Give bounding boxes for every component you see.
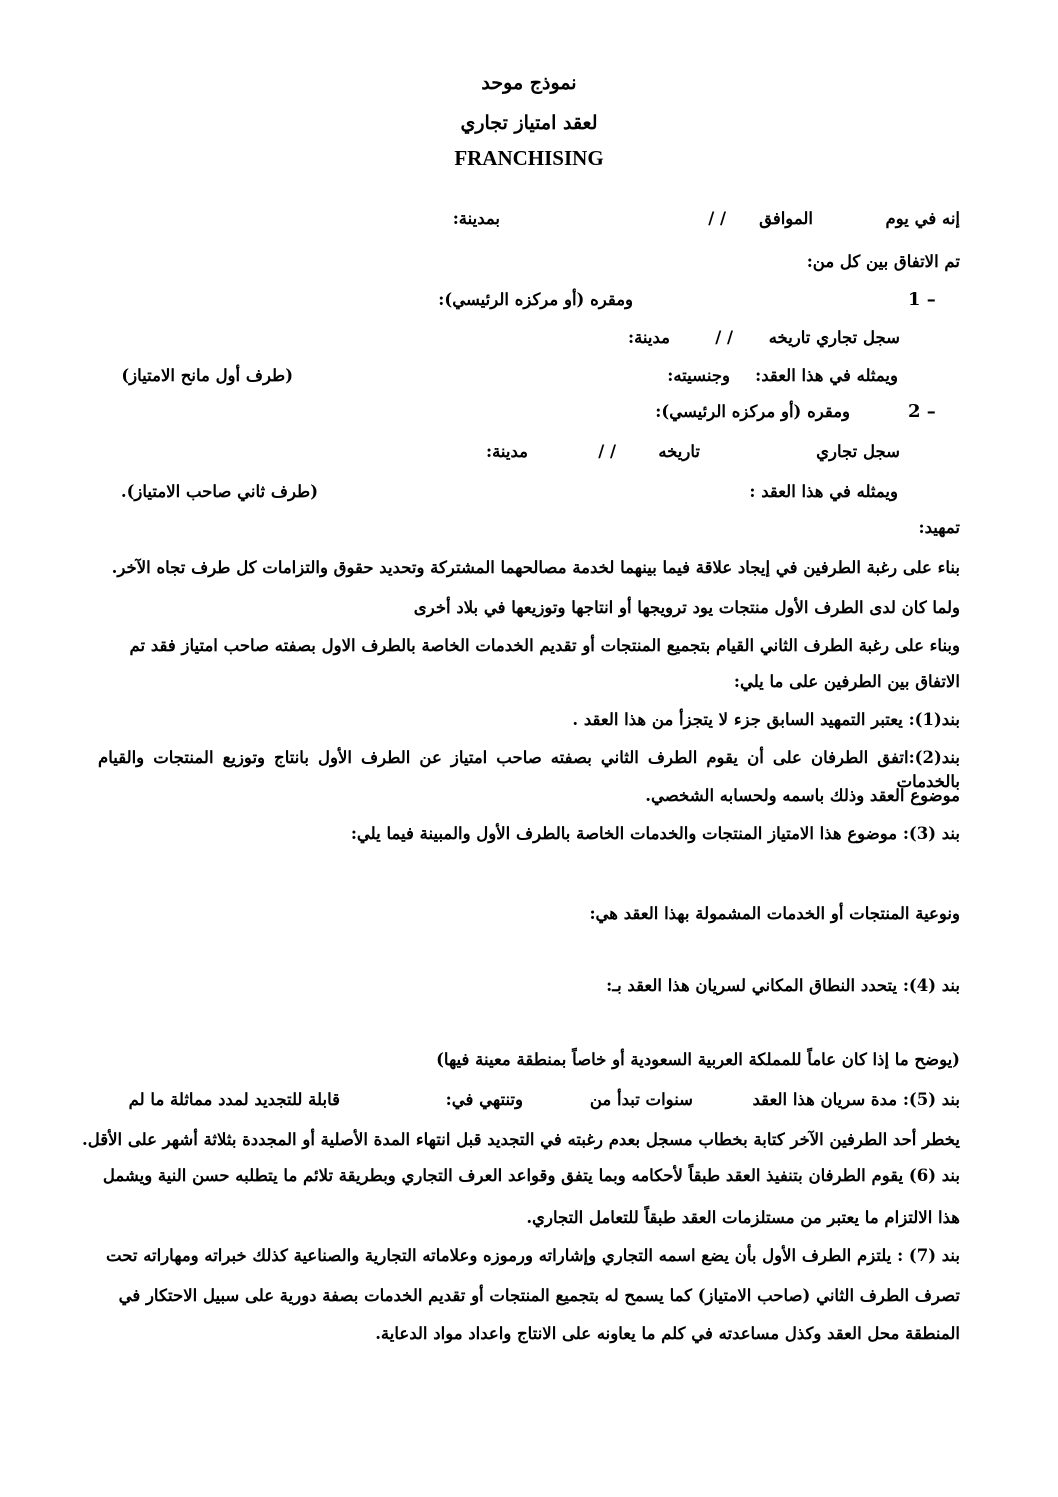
clause-4-note: (يوضح ما إذا كان عاماً للمملكة العربية السعودية أو خاصاً بمنطقة معينة فيها)	[436, 1050, 960, 1069]
date-slashes: / /	[708, 209, 726, 228]
party2-hq: ومقره (أو مركزه الرئيسي):	[655, 402, 850, 421]
preamble-p1: بناء على رغبة الطرفين في إيجاد علاقة فيما بينهما لخدمة مصالحهما المشتركة وتحديد حقوق والتزامات كل طرف تجاه الآخر.	[111, 558, 960, 577]
clause-5-label: بند (5): مدة سريان هذا العقد	[752, 1090, 960, 1109]
clause-2b: موضوع العقد وذلك باسمه ولحسابه الشخصي.	[645, 786, 960, 805]
party1-city: مدينة:	[627, 328, 670, 347]
party2-registry: سجل تجاري	[816, 442, 900, 461]
party1-nationality: وجنسيته:	[667, 366, 730, 385]
preamble-heading: تمهيد:	[918, 518, 960, 537]
clause-3-types: ونوعية المنتجات أو الخدمات المشمولة بهذا العقد هي:	[589, 904, 960, 923]
form-title: نموذج موحد	[481, 72, 577, 94]
party1-hq: ومقره (أو مركزه الرئيسي):	[438, 290, 633, 309]
party1-rep: ويمثله في هذا العقد:	[755, 366, 898, 385]
clause-3: بند (3): موضوع هذا الامتياز المنتجات والخدمات الخاصة بالطرف الأول والمبينة فيما يلي:	[350, 824, 960, 843]
preamble-p3a: وبناء على رغبة الطرف الثاني القيام بتجميع المنتجات أو تقديم الخدمات الخاصة بالطرف الاول بصفته صاحب امتياز فقد تم	[129, 636, 960, 655]
party1-number: 1 –	[908, 289, 936, 310]
clause-5b: يخطر أحد الطرفين الآخر كتابة بخطاب مسجل بعدم رغبته في التجديد قبل انتهاء المدة الأصلية أو المجددة بثلاثة أشهر على الأقل.	[82, 1130, 960, 1149]
franchising-title: FRANCHISING	[454, 146, 604, 170]
corresponding-label: الموافق	[759, 209, 813, 228]
preamble-p2: ولما كان لدى الطرف الأول منتجات يود ترويجها أو انتاجها وتوزيعها في بلاد أخرى	[413, 598, 960, 617]
clause-1: بند(1): يعتبر التمهيد السابق جزء لا يتجزأ من هذا العقد .	[572, 710, 960, 729]
clause-7c: المنطقة محل العقد وكذل مساعدته في كلم ما يعاونه على الانتاج واعداد مواد الدعاية.	[375, 1324, 960, 1343]
agreement-line: تم الاتفاق بين كل من:	[806, 252, 960, 271]
on-day-label: إنه في يوم	[885, 209, 960, 228]
party2-registry-slashes: / /	[598, 442, 616, 461]
party2-rep: ويمثله في هذا العقد :	[749, 482, 898, 501]
party2-number: 2 –	[908, 401, 936, 422]
party1-role: (طرف أول مانح الامتياز)	[121, 366, 293, 385]
clause-5-renew: قابلة للتجديد لمدد مماثلة ما لم	[128, 1090, 340, 1109]
clause-4: بند (4): يتحدد النطاق المكاني لسريان هذا العقد بـ:	[606, 976, 960, 995]
contract-title: لعقد امتياز تجاري	[460, 112, 598, 134]
clause-7a: بند (7) : يلتزم الطرف الأول بأن يضع اسمه التجاري وإشاراته ورموزه وعلاماته التجارية والصناعية كذلك خبراته ومهاراته تحت	[106, 1246, 960, 1265]
clause-5-ends: وتنتهي في:	[445, 1090, 523, 1109]
preamble-p3b: الاتفاق بين الطرفين على ما يلي:	[733, 672, 960, 691]
party1-registry: سجل تجاري تاريخه	[768, 328, 900, 347]
city-label: بمدينة:	[452, 209, 500, 228]
clause-7b: تصرف الطرف الثاني (صاحب الامتياز) كما يسمح له بتجميع المنتجات أو تقديم الخدمات بصفة دورية على سبيل الاحتكار في	[118, 1286, 960, 1305]
clause-2a: بند(2):اتفق الطرفان على أن يقوم الطرف الثاني بصفته صاحب امتياز عن الطرف الأول بانتاج وتوزيع المنتجات والقيام بالخدمات	[98, 748, 960, 791]
clause-6b: هذا الالتزام ما يعتبر من مستلزمات العقد طبقاً للتعامل التجاري.	[526, 1208, 960, 1227]
party2-role: (طرف ثاني صاحب الامتياز).	[120, 482, 318, 501]
party1-registry-slashes: / /	[715, 328, 733, 347]
party2-city: مدينة:	[485, 442, 528, 461]
party2-date-label: تاريخه	[658, 442, 700, 461]
clause-6a: بند (6) يقوم الطرفان بتنفيذ العقد طبقاً لأحكامه وبما يتفق وقواعد العرف التجاري وبطريقة تلائم ما يتطلبه حسن النية ويشمل	[102, 1166, 960, 1185]
clause-5-years: سنوات تبدأ من	[589, 1090, 693, 1109]
